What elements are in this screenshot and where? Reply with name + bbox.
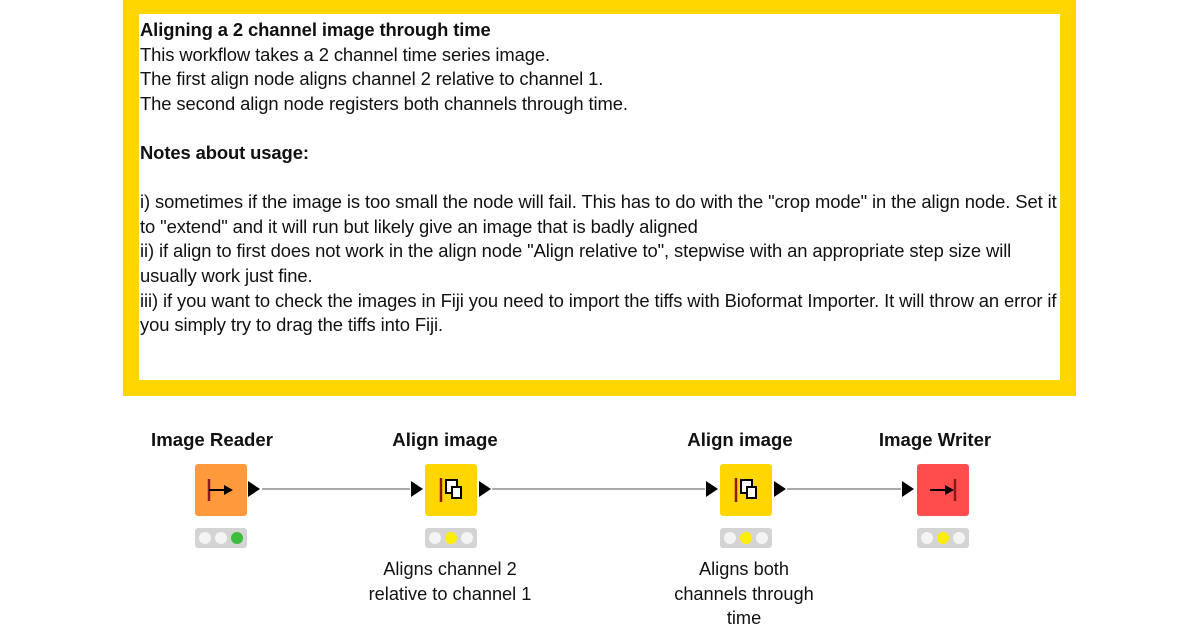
status-light-green bbox=[231, 532, 243, 544]
status-light-red bbox=[199, 532, 211, 544]
status-lights bbox=[195, 528, 247, 548]
annotation-line: The first align node aligns channel 2 relative to channel 1. bbox=[140, 68, 604, 90]
node-image-writer[interactable] bbox=[917, 464, 969, 516]
annotation-title: Aligning a 2 channel image through time bbox=[140, 19, 491, 40]
align-image-icon bbox=[425, 464, 477, 516]
node-description-line: time bbox=[726, 608, 762, 629]
status-light-yellow bbox=[937, 532, 949, 544]
status-light-red bbox=[724, 532, 736, 544]
node-align-image-1[interactable] bbox=[425, 464, 477, 516]
status-light-yellow bbox=[215, 532, 227, 544]
annotation-notes-heading: Notes about usage: bbox=[140, 141, 309, 163]
node-description bbox=[369, 557, 532, 606]
node-description-line: Aligns both bbox=[698, 559, 789, 579]
image-reader-icon bbox=[195, 464, 247, 516]
node-description-line: channels through bbox=[674, 583, 814, 604]
status-lights bbox=[425, 528, 477, 548]
output-port[interactable] bbox=[248, 481, 260, 497]
status-light-yellow bbox=[740, 532, 752, 544]
node-image-reader[interactable] bbox=[195, 464, 247, 516]
status-light-red bbox=[921, 532, 933, 544]
input-port[interactable] bbox=[902, 481, 914, 497]
annotation-line: This workflow takes a 2 channel time series image. bbox=[140, 43, 550, 65]
align-image-icon bbox=[720, 464, 772, 516]
node-title-align-image-1[interactable]: Align image bbox=[392, 429, 498, 450]
status-light-green bbox=[953, 532, 965, 544]
node-title-image-writer[interactable]: Image Writer bbox=[878, 429, 992, 450]
output-port[interactable] bbox=[774, 481, 786, 497]
output-port[interactable] bbox=[479, 481, 491, 497]
node-title-image-reader[interactable]: Image Reader bbox=[151, 429, 273, 450]
annotation-note: i) sometimes if the image is too small the node will fail. This has to do with the "crop mode" in the align node. Set it to "extend" and it will run but likely give an image that is badly aligned bbox=[140, 191, 1057, 237]
status-light-red bbox=[429, 532, 441, 544]
node-description-line: relative to channel 1 bbox=[368, 583, 532, 604]
status-light-green bbox=[461, 532, 473, 544]
annotation-note: iii) if you want to check the images in Fiji you need to import the tiffs with Bioformat Importer. It will throw an error if you simply try to drag the tiffs into Fiji. bbox=[140, 289, 1057, 336]
node-title-align-image-2[interactable]: Align image bbox=[687, 429, 793, 450]
node-align-image-2[interactable] bbox=[720, 464, 772, 516]
input-port[interactable] bbox=[706, 481, 718, 497]
node-description-line: Aligns channel 2 bbox=[383, 559, 517, 579]
status-lights bbox=[917, 528, 969, 548]
input-port[interactable] bbox=[411, 481, 423, 497]
image-writer-icon bbox=[917, 464, 969, 516]
annotation-line: The second align node registers both channels through time. bbox=[140, 92, 628, 114]
node-description bbox=[674, 557, 814, 631]
status-light-yellow bbox=[445, 532, 457, 544]
annotation-note: ii) if align to first does not work in the align node "Align relative to", stepwise with an appropriate step size will usually work just fine. bbox=[140, 240, 1012, 286]
status-lights bbox=[720, 528, 772, 548]
status-light-green bbox=[756, 532, 768, 544]
